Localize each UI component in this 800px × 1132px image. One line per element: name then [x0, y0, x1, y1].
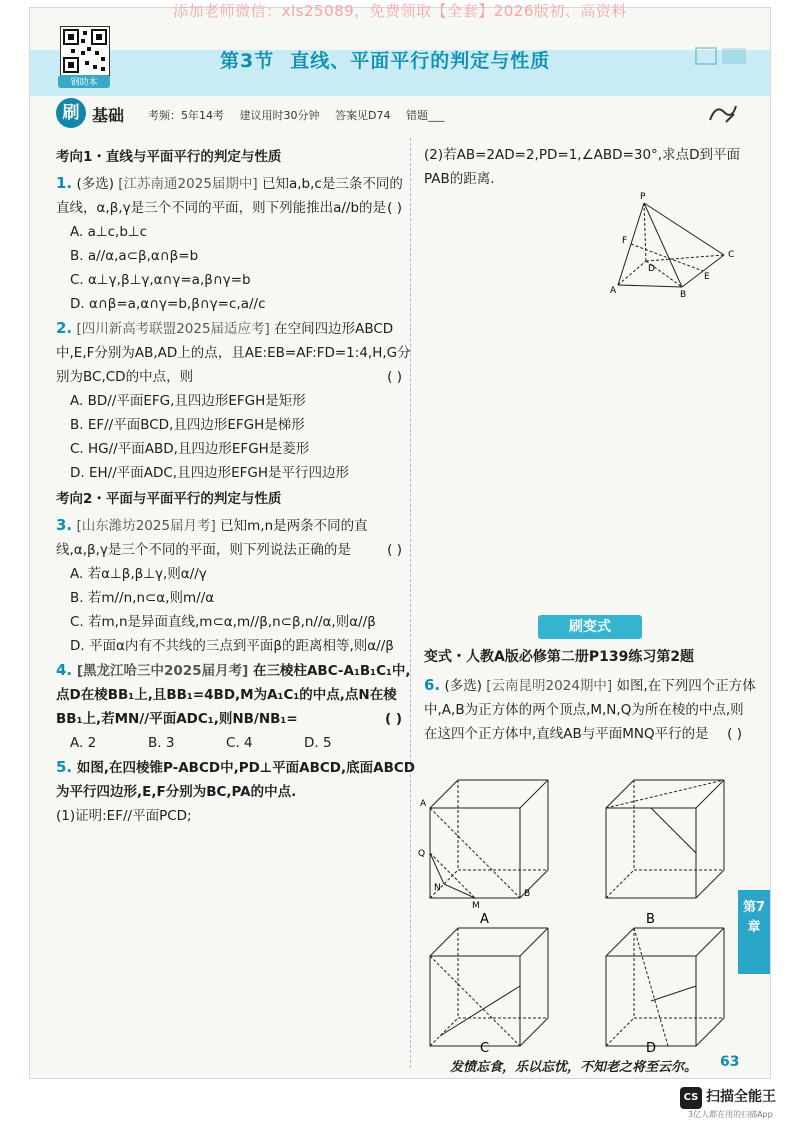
cube-label-a: A: [480, 912, 489, 927]
exercise-info-bar: [56, 98, 746, 128]
option-d: D. EH//平面ADC,且四边形EFGH是平行四边形: [70, 465, 350, 481]
answer-paren: ( ): [384, 711, 402, 727]
cube-label-c: C: [480, 1041, 490, 1056]
question-stem: 在三棱柱ABC-A₁B₁C₁中,点D在棱BB₁上,且BB₁=4BD,M为A₁C₁的中点,点N在棱BB₁上,若MN//平面ADC₁,则NB/NB₁=: [56, 663, 411, 727]
question-part-2: (2)若AB=2AD=2,PD=1,∠ABD=30°,求点D到平面PAB的距离.: [424, 147, 740, 187]
right-column: [410, 143, 756, 746]
point-label: B: [524, 889, 531, 899]
option-a: A. 2: [70, 735, 97, 751]
question-1: [56, 171, 416, 316]
question-5: [56, 755, 416, 828]
answer-paren: ( ): [727, 726, 742, 742]
qr-code-icon: [60, 26, 110, 76]
pyramid-figure: [584, 192, 756, 307]
fig-label-f: F: [622, 236, 628, 246]
cube-label-b: B: [646, 912, 655, 927]
question-source: [江苏南通2025届期中]: [118, 176, 258, 192]
question-stem: 如图,在下列四个正方体中,A,B为正方体的两个顶点,M,N,Q为所在棱的中点,则在这四个正方体中,直线AB与平面MNQ平行的是: [424, 678, 756, 742]
question-number: 6.: [424, 676, 441, 694]
point-label: A: [420, 799, 427, 809]
page-title: [220, 46, 550, 73]
pen-decoration-icon: [706, 100, 738, 130]
question-2: [56, 316, 416, 485]
question-tag: (多选): [444, 678, 482, 694]
option-b: B. a//α,a⊂β,α∩β=b: [70, 248, 199, 264]
page-number: 63: [720, 1054, 740, 1070]
option-c: C. 若m,n是异面直线,m⊂α,m//β,n⊂β,n//α,则α//β: [70, 614, 376, 630]
answer-paren: ( ): [387, 369, 402, 385]
point-label: N: [434, 883, 441, 893]
question-part-1: (1)证明:EF//平面PCD;: [56, 808, 192, 824]
option-b: B. 3: [148, 735, 175, 751]
option-c: C. HG//平面ABD,且四边形EFGH是菱形: [70, 441, 310, 457]
point-label: Q: [418, 849, 426, 859]
exercise-meta: [148, 107, 456, 123]
question-number: 3.: [56, 516, 73, 534]
answer-space: [424, 307, 756, 607]
option-d: D. 5: [304, 735, 332, 751]
question-number: 1.: [56, 174, 73, 192]
question-4: [56, 658, 416, 755]
document-page: [30, 8, 770, 1078]
left-column: [56, 143, 416, 828]
wrong-count: 错题___: [405, 109, 445, 122]
option-a: A. a⊥c,b⊥c: [70, 224, 148, 240]
option-b: B. EF//平面BCD,且四边形EFGH是梯形: [70, 417, 305, 433]
cube-label-d: D: [646, 1041, 657, 1056]
fig-label-b: B: [680, 290, 687, 300]
question-3: [56, 513, 416, 658]
answer-ref: 答案见D74: [335, 109, 391, 122]
question-stem: 如图,在四棱锥P-ABCD中,PD⊥平面ABCD,底面ABCD为平行四边形,E,F分别为BC,PA的中点.: [56, 760, 415, 800]
cube-d: [606, 928, 724, 1056]
cube-b: [606, 780, 724, 927]
cube-c: [430, 928, 548, 1056]
option-row: [56, 731, 416, 755]
question-source: [山东潍坊2025届月考]: [76, 518, 216, 534]
option-d: D. α∩β=a,α∩γ=b,β∩γ=c,a//c: [70, 296, 266, 312]
header-decoration-icon: [694, 44, 750, 68]
section-number: 第3节: [220, 50, 275, 72]
question-source: [四川新高考联盟2025届适应考]: [76, 321, 270, 337]
answer-paren: ( ): [387, 542, 402, 558]
question-number: 4.: [56, 661, 73, 679]
topic-heading-1: 考向1・直线与平面平行的判定与性质: [56, 149, 282, 165]
question-number: 5.: [56, 758, 73, 776]
chapter-side-tab: 第7章: [738, 890, 770, 974]
option-c: C. α⊥γ,β⊥γ,α∩γ=a,β∩γ=b: [70, 272, 251, 288]
variant-title: 变式・人教A版必修第二册P139练习第2题: [424, 649, 695, 665]
shua-bianshi-badge: 刷变式: [538, 615, 642, 639]
qr-label: 钢助本: [58, 75, 110, 88]
option-c: C. 4: [226, 735, 253, 751]
question-number: 2.: [56, 319, 73, 337]
cube-a: [418, 780, 548, 927]
option-a: A. BD//平面EFG,且四边形EFGH是矩形: [70, 393, 306, 409]
question-6: [424, 673, 756, 746]
shua-badge: 刷: [56, 98, 86, 128]
camscanner-tagline: 3亿人都在用的扫描App: [688, 1110, 773, 1119]
fig-label-a: A: [610, 286, 617, 296]
camscanner-name: 扫描全能王: [706, 1089, 776, 1105]
section-title: 直线、平面平行的判定与性质: [290, 50, 551, 72]
fig-label-p: P: [640, 192, 646, 202]
option-d: D. 平面α内有不共线的三点到平面β的距离相等,则α//β: [70, 638, 394, 654]
point-label: M: [472, 901, 480, 911]
topic-heading-2: 考向2・平面与平面平行的判定与性质: [56, 491, 282, 507]
question-source: [黑龙江哈三中2025届月考]: [76, 663, 249, 679]
level-label: 基础: [92, 106, 125, 125]
page-header: [30, 8, 770, 108]
fig-label-c: C: [728, 250, 735, 260]
footer-motto: 发愤忘食，乐以忘忧，不知老之将至云尔。: [450, 1060, 698, 1075]
question-stem: 已知a,b,c是三条不同的直线，α,β,γ是三个不同的平面，则下列能推出a//b的是: [56, 176, 403, 216]
question-stem: 在空间四边形ABCD中,E,F分别为AB,AD上的点，且AE:EB=AF:FD=1:4,H,G分别为BC,CD的中点，则: [56, 321, 411, 385]
option-a: A. 若α⊥β,β⊥γ,则α//γ: [70, 566, 207, 582]
watermark-text: 添加老师微信：xls25089，免费领取【全套】2026版初、高资料: [173, 2, 627, 20]
cubes-figure: [418, 778, 750, 1056]
option-b: B. 若m//n,n⊂α,则m//α: [70, 590, 215, 606]
question-stem: 已知m,n是两条不同的直线,α,β,γ是三个不同的平面，则下列说法正确的是: [56, 518, 368, 558]
answer-paren: ( ): [387, 200, 402, 216]
camscanner-logo-icon: CS: [680, 1087, 702, 1109]
fig-label-e: E: [704, 272, 710, 282]
suggested-time: 建议用时30分钟: [239, 109, 320, 122]
fig-label-d: D: [648, 264, 655, 274]
question-tag: (多选): [76, 176, 114, 192]
exam-frequency: 考频：5年14考: [148, 109, 224, 122]
question-source: [云南昆明2024期中]: [486, 678, 613, 694]
camscanner-watermark: [680, 1085, 800, 1125]
